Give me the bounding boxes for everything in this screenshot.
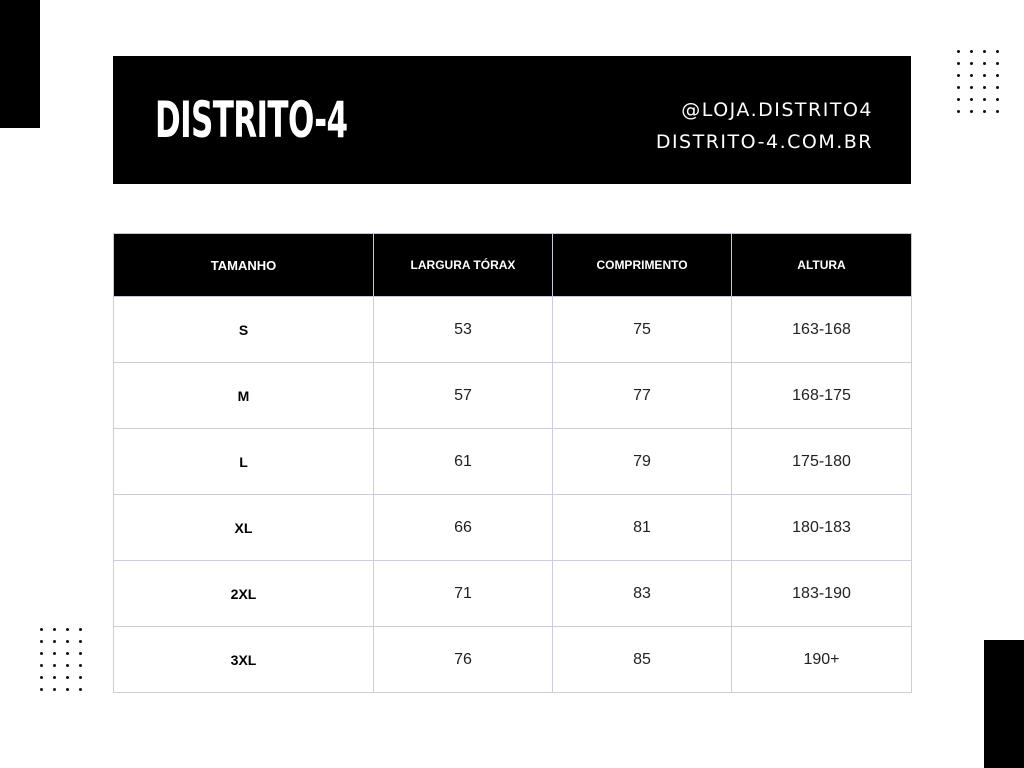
height-cell: 168-175: [732, 363, 912, 429]
chest-cell: 53: [374, 297, 553, 363]
chest-cell: 71: [374, 561, 553, 627]
column-header-length: COMPRIMENTO: [553, 234, 732, 297]
size-cell: L: [114, 429, 374, 495]
height-cell: 180-183: [732, 495, 912, 561]
column-header-chest-width: LARGURA TÓRAX: [374, 234, 553, 297]
table-row: [114, 363, 912, 429]
corner-bar-top-left: [0, 0, 40, 128]
column-header-size: TAMANHO: [114, 234, 374, 297]
header-banner: [113, 56, 911, 184]
table-row: [114, 495, 912, 561]
website-url: DISTRITO-4.COM.BR: [655, 131, 873, 153]
height-cell: 163-168: [732, 297, 912, 363]
length-cell: 75: [553, 297, 732, 363]
table-header-row: [114, 234, 912, 297]
chest-cell: 61: [374, 429, 553, 495]
size-cell: 2XL: [114, 561, 374, 627]
brand-logo-text: DISTRITO-4: [155, 91, 348, 149]
contact-info: [656, 94, 873, 158]
column-header-height: ALTURA: [732, 234, 912, 297]
size-cell: 3XL: [114, 627, 374, 693]
height-cell: 175-180: [732, 429, 912, 495]
size-cell: M: [114, 363, 374, 429]
chest-cell: 66: [374, 495, 553, 561]
height-cell: 183-190: [732, 561, 912, 627]
size-cell: XL: [114, 495, 374, 561]
table-row: [114, 561, 912, 627]
length-cell: 81: [553, 495, 732, 561]
chest-cell: 57: [374, 363, 553, 429]
dot-pattern-top-right: [957, 50, 1000, 113]
table-row: [114, 627, 912, 693]
size-chart-table: [113, 233, 912, 693]
length-cell: 79: [553, 429, 732, 495]
table-row: [114, 297, 912, 363]
size-cell: S: [114, 297, 374, 363]
dot-pattern-bottom-left: [40, 628, 83, 691]
instagram-handle: @LOJA.DISTRITO4: [681, 99, 873, 121]
chest-cell: 76: [374, 627, 553, 693]
corner-bar-bottom-right: [984, 640, 1024, 768]
table-row: [114, 429, 912, 495]
length-cell: 77: [553, 363, 732, 429]
length-cell: 85: [553, 627, 732, 693]
length-cell: 83: [553, 561, 732, 627]
height-cell: 190+: [732, 627, 912, 693]
